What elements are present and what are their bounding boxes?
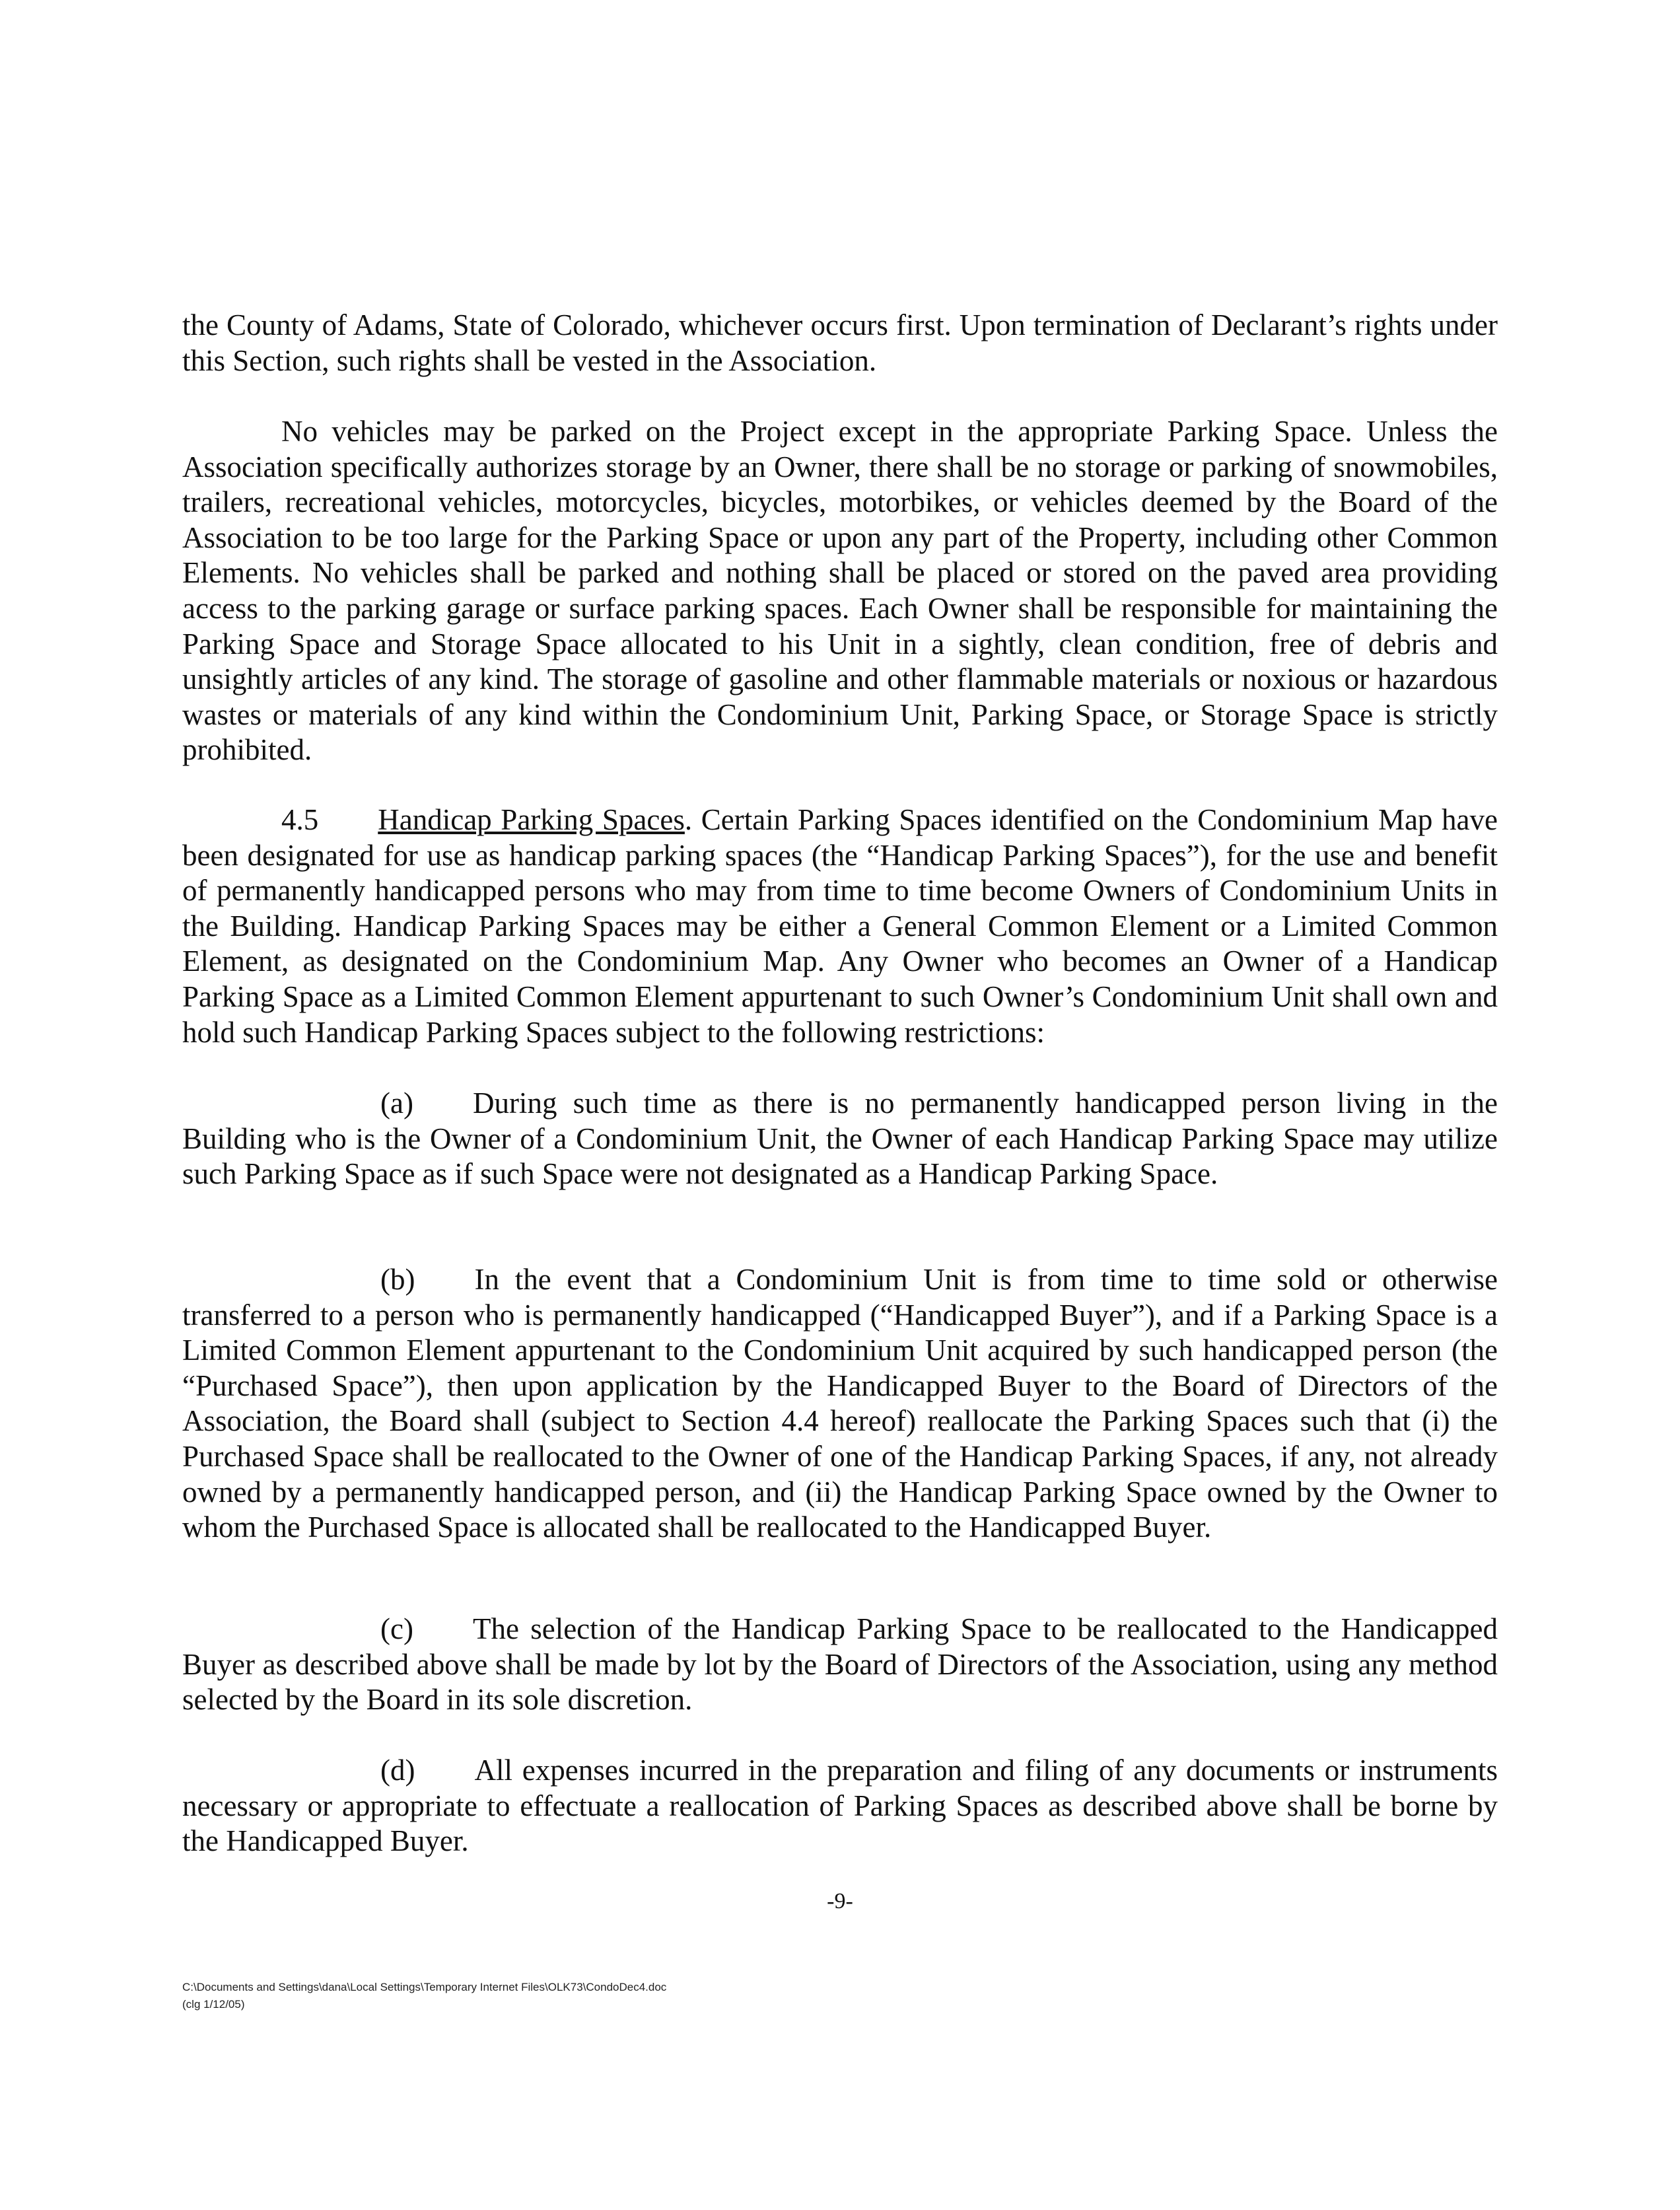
section-body: . Certain Parking Spaces identified on the Condominium Map have been designated for use as handicap parking spaces (the “Handicap Parking Spaces”), for the use and benefit of permanently handicapped persons who may from time to time become Owners of Condominium Units in the Building. Handicap Parking Spaces may be either a General Common Element or a Limited Common Element, as designated on the Condominium Map. Any Owner who becomes an Owner of a Handicap Parking Space as a Limited Common Element appurtenant to such Owner’s Condominium Unit shall own and hold such Handicap Parking Spaces subject to the following restrictions:	[182, 803, 1498, 1049]
paragraph-vehicles: No vehicles may be parked on the Project except in the appropriate Parking Space. Unless the Association specifically authorizes storage by an Owner, there shall be no storage or parking of snowmobiles, trailers, recreational vehicles, motorcycles, bicycles, motorbikes, or vehicles deemed by the Board of the Association to be too large for the Parking Space or upon any part of the Property, including other Common Elements. No vehicles shall be parked and nothing shall be placed or stored on the paved area providing access to the parking garage or surface parking spaces. Each Owner shall be responsible for maintaining the Parking Space and Storage Space allocated to his Unit in a sightly, clean condition, free of debris and unsightly articles of any kind. The storage of gasoline and other flammable materials or noxious or hazardous wastes or materials of any kind within the Condominium Unit, Parking Space, or Storage Space is strictly prohibited.	[182, 415, 1498, 767]
section-4-5	[182, 802, 1498, 1050]
section-number: 4.5	[281, 803, 319, 836]
subsection-a-text: During such time as there is no permanently handicapped person living in the Building who is the Owner of a Condominium Unit, the Owner of each Handicap Parking Space may utilize such Parking Space as if such Space were not designated as a Handicap Parking Space.	[182, 1087, 1498, 1191]
subsection-d	[182, 1753, 1498, 1859]
subsection-d-text: All expenses incurred in the preparation and filing of any documents or instruments necessary or appropriate to effectuate a reallocation of Parking Spaces as described above shall be borne by the Handicapped Buyer.	[182, 1754, 1498, 1858]
subsection-b	[182, 1262, 1498, 1546]
subsection-a-label: (a)	[380, 1087, 413, 1120]
section-heading: Handicap Parking Spaces	[378, 803, 685, 836]
paragraph-continuation: the County of Adams, State of Colorado, whichever occurs first. Upon termination of Declarant’s rights under this Section, such rights shall be vested in the Association.	[182, 308, 1498, 377]
footer-file-path: C:\Documents and Settings\dana\Local Settings\Temporary Internet Files\OLK73\CondoDec4.doc	[182, 1981, 667, 1993]
subsection-d-label: (d)	[380, 1754, 415, 1787]
subsection-b-label: (b)	[380, 1263, 415, 1296]
footer-code: (clg 1/12/05)	[182, 1998, 245, 2011]
subsection-c	[182, 1612, 1498, 1718]
subsection-a	[182, 1086, 1498, 1192]
document-footer	[182, 1979, 666, 2013]
subsection-c-text: The selection of the Handicap Parking Space to be reallocated to the Handicapped Buyer as described above shall be made by lot by the Board of Directors of the Association, using any method selected by the Board in its sole discretion.	[182, 1612, 1498, 1717]
subsection-c-label: (c)	[380, 1612, 413, 1645]
subsection-b-text: In the event that a Condominium Unit is from time to time sold or otherwise transferred to a person who is permanently handicapped (“Handicapped Buyer”), and if a Parking Space is a Limited Common Element appurtenant to the Condominium Unit acquired by such handicapped person (the “Purchased Space”), then upon application by the Handicapped Buyer to the Board of Directors of the Association, the Board shall (subject to Section 4.4 hereof) reallocate the Parking Spaces such that (i) the Purchased Space shall be reallocated to the Owner of one of the Handicap Parking Spaces, if any, not already owned by a permanently handicapped person, and (ii) the Handicap Parking Space owned by the Owner to whom the Purchased Space is allocated shall be reallocated to the Handicapped Buyer.	[182, 1263, 1498, 1544]
page-number: -9-	[827, 1889, 853, 1913]
